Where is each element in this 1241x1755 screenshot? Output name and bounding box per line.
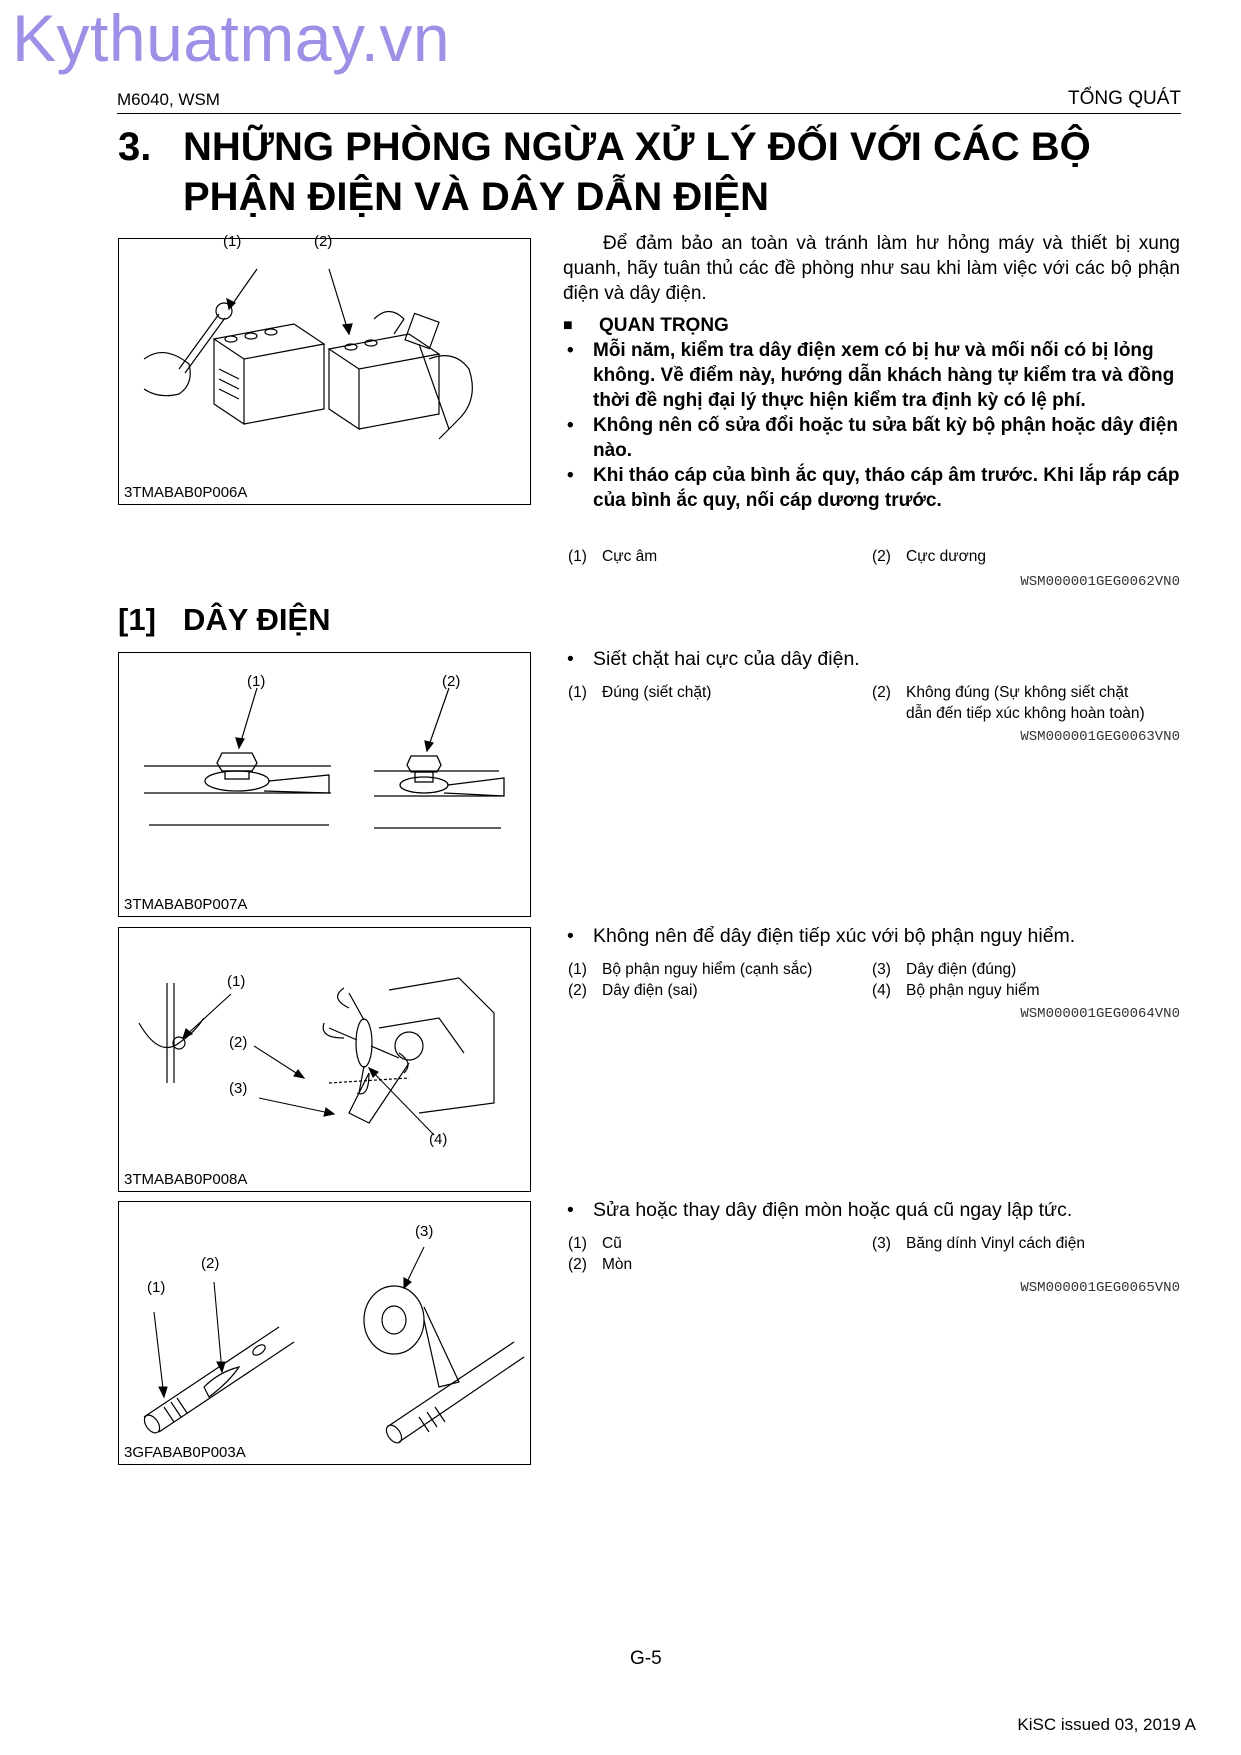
block2-text1: Đúng (siết chặt)	[602, 684, 712, 701]
block4-num3: (3)	[872, 1235, 891, 1252]
figure1-callout-1: (1)	[223, 233, 242, 250]
block-dangerous	[563, 924, 1180, 1022]
block4-text2: Mòn	[602, 1256, 633, 1273]
section-title	[183, 122, 1183, 222]
important-item	[563, 463, 1180, 513]
figure1-code: 3TMABAB0P006A	[124, 484, 248, 501]
tighten-bullet-text: Siết chặt hai cực của dây điện.	[593, 648, 860, 670]
important-heading: QUAN TRỌNG	[599, 315, 729, 336]
block-tighten	[563, 647, 1180, 745]
dangerous-bullet-text: Không nên để dây điện tiếp xúc với bộ phận nguy hiểm.	[593, 925, 1076, 947]
watermark-logo: Kythuatmay.vn	[12, 1, 451, 75]
important-block	[563, 313, 1180, 513]
block2-text2b: dẫn đến tiếp xúc không hoàn toàn)	[906, 705, 1145, 722]
figure4-callout-1: (1)	[147, 1279, 166, 1296]
legend1-text1: Cực âm	[602, 548, 658, 565]
figure1-callout-2: (2)	[314, 233, 333, 250]
figure2-code: 3TMABAB0P007A	[124, 896, 248, 913]
subsection-title: DÂY ĐIỆN	[183, 602, 331, 637]
section-title-line1: NHỮNG PHÒNG NGỪA XỬ LÝ ĐỐI VỚI CÁC BỘ	[183, 125, 1091, 169]
block4-num1: (1)	[568, 1235, 587, 1252]
important-item	[563, 413, 1180, 463]
square-bullet-icon: ■	[563, 317, 573, 334]
block-worn	[563, 1198, 1180, 1296]
intro-paragraph: Để đảm bảo an toàn và tránh làm hư hỏng máy và thiết bị xung quanh, hãy tuân thủ các đề phòng như sau khi làm việc với các bộ phận điện và dây điện.	[563, 233, 1180, 304]
block2-num2: (2)	[872, 684, 891, 701]
block4-num2: (2)	[568, 1256, 587, 1273]
bullet-icon: •	[567, 648, 574, 670]
figure3-code: 3TMABAB0P008A	[124, 1171, 248, 1188]
figure2-callout-2: (2)	[442, 673, 461, 690]
block3-code: WSM000001GEG0064VN0	[1020, 1006, 1180, 1022]
important-item-text: Khi tháo cáp của bình ắc quy, tháo cáp âm trước. Khi lắp ráp cáp của bình ắc quy, nối cáp dương trước.	[593, 465, 1180, 511]
figure4-code: 3GFABAB0P003A	[124, 1444, 246, 1461]
issue-info: KiSC issued 03, 2019 A	[1017, 1715, 1196, 1734]
figure-dangerous-parts	[118, 927, 531, 1192]
dangerous-bullet	[563, 924, 1180, 949]
battery-terminal-illustration	[119, 239, 530, 504]
figure4-callout-2: (2)	[201, 1255, 220, 1272]
figure3-callout-2: (2)	[229, 1034, 248, 1051]
section-title-line2: PHẬN ĐIỆN VÀ DÂY DẪN ĐIỆN	[183, 175, 769, 219]
bullet-icon: •	[567, 1199, 574, 1221]
block3-num1: (1)	[568, 961, 587, 978]
block3-text1: Bộ phận nguy hiểm (cạnh sắc)	[602, 961, 813, 978]
section-number: 3.	[118, 125, 152, 169]
subsection-number: [1]	[118, 602, 156, 637]
page-number: G-5	[630, 1648, 662, 1669]
block4-text3: Băng dính Vinyl cách điện	[906, 1235, 1085, 1252]
header-chapter: TỔNG QUÁT	[1068, 88, 1181, 109]
block2-num1: (1)	[568, 684, 587, 701]
important-heading-row	[563, 313, 1180, 338]
block4-text1: Cũ	[602, 1235, 622, 1252]
block2-code: WSM000001GEG0063VN0	[1020, 729, 1180, 745]
block3-text4: Bộ phận nguy hiểm	[906, 982, 1040, 999]
important-item-text: Mỗi năm, kiểm tra dây điện xem có bị hư và mối nối có bị lỏng không. Về điểm này, hướng dẫn khách hàng tự kiểm tra và đồng thời đề nghị đại lý thực hiện kiểm tra định kỳ có lệ phí.	[593, 340, 1175, 411]
figure3-callout-4: (4)	[429, 1131, 448, 1148]
figure3-callout-3: (3)	[229, 1080, 248, 1097]
block3-text2: Dây điện (sai)	[602, 982, 698, 999]
bullet-icon: •	[567, 415, 574, 436]
worn-bullet	[563, 1198, 1180, 1223]
legend1-code: WSM000001GEG0062VN0	[1020, 574, 1180, 590]
bullet-icon: •	[567, 925, 574, 947]
worn-bullet-text: Sửa hoặc thay dây điện mòn hoặc quá cũ ngay lập tức.	[593, 1199, 1073, 1221]
block3-num4: (4)	[872, 982, 891, 999]
block4-code: WSM000001GEG0065VN0	[1020, 1280, 1180, 1296]
header-model: M6040, WSM	[117, 90, 220, 109]
important-item-text: Không nên cố sửa đổi hoặc tu sửa bất kỳ bộ phận hoặc dây điện nào.	[593, 415, 1178, 461]
legend-1	[568, 546, 1180, 593]
figure-terminal-tightening	[118, 652, 531, 917]
header-rule	[117, 113, 1181, 114]
worn-wire-illustration	[119, 1202, 530, 1464]
block3-text3: Dây điện (đúng)	[906, 961, 1017, 978]
legend1-text2: Cực dương	[906, 548, 987, 565]
figure2-callout-1: (1)	[247, 673, 266, 690]
tighten-bullet	[563, 647, 1180, 672]
block3-num2: (2)	[568, 982, 587, 999]
block2-text2a: Không đúng (Sự không siết chặt	[906, 684, 1129, 701]
figure4-callout-3: (3)	[415, 1223, 434, 1240]
legend1-num2: (2)	[872, 548, 891, 565]
figure3-callout-1: (1)	[227, 973, 246, 990]
important-item	[563, 338, 1180, 413]
terminal-tightening-illustration	[119, 653, 530, 916]
bullet-icon: •	[567, 465, 574, 486]
legend1-num1: (1)	[568, 548, 587, 565]
figure-worn-wire	[118, 1201, 531, 1465]
block3-num3: (3)	[872, 961, 891, 978]
bullet-icon: •	[567, 340, 574, 361]
figure-battery-terminals	[118, 233, 531, 505]
dangerous-parts-illustration	[119, 928, 530, 1191]
